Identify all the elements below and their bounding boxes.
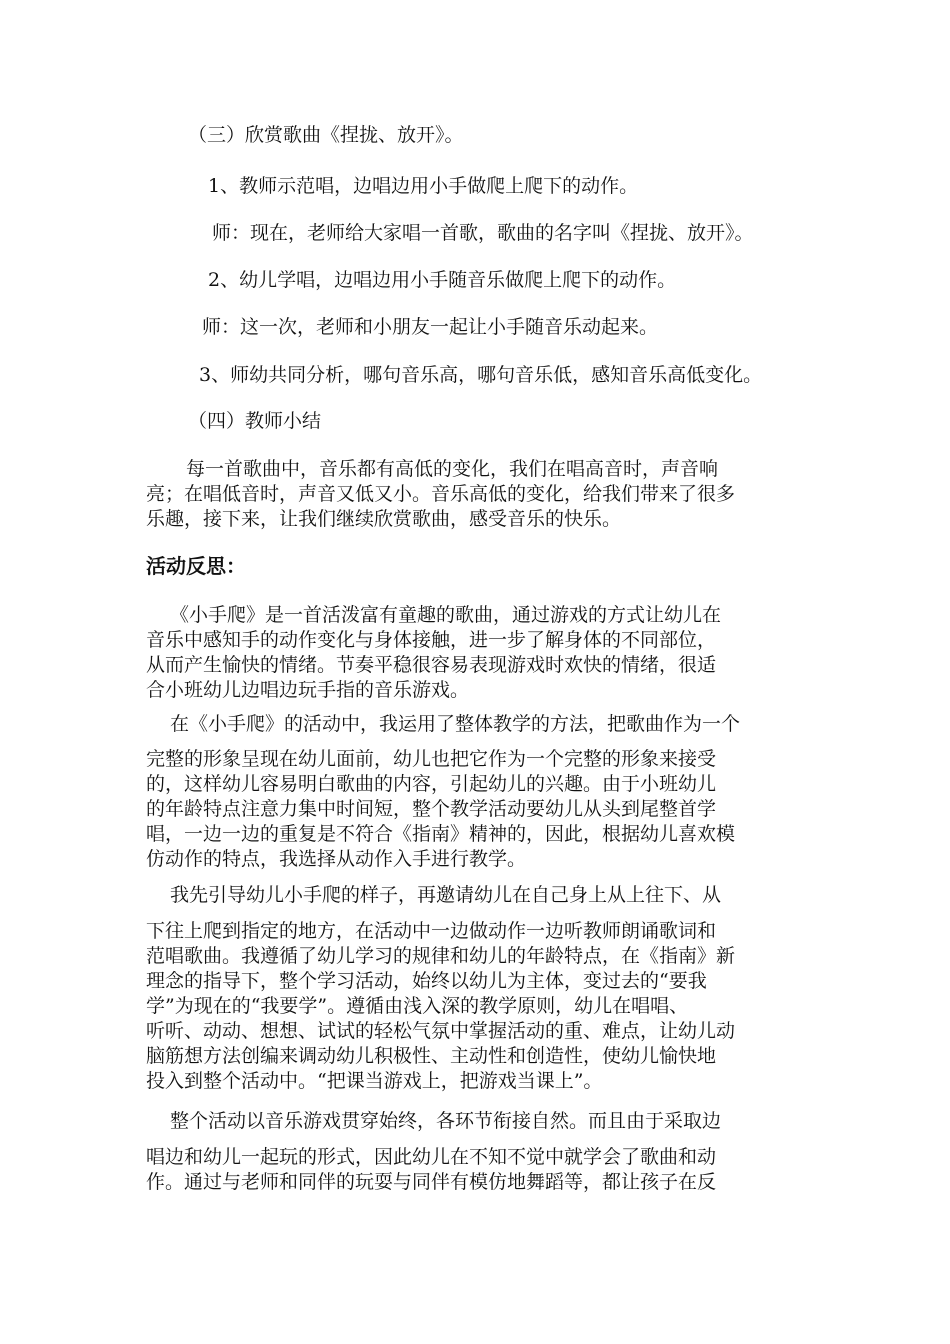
reflection-p4-line: 整个活动以音乐游戏贯穿始终，各环节衔接自然。而且由于采取边 bbox=[170, 1110, 722, 1132]
reflection-p4-line: 唱边和幼儿一起玩的形式，因此幼儿在不知不觉中就学会了歌曲和动 bbox=[146, 1146, 717, 1168]
reflection-p3-line: 听听、动动、想想、试试的轻松气氛中掌握活动的重、难点，让幼儿动 bbox=[146, 1020, 736, 1042]
reflection-p2-line: 的年龄特点注意力集中时间短，整个教学活动要幼儿从头到尾整首学 bbox=[146, 798, 717, 820]
reflection-p2-line: 完整的形象呈现在幼儿面前，幼儿也把它作为一个完整的形象来接受 bbox=[146, 748, 717, 770]
reflection-p3-line: 下往上爬到指定的地方，在活动中一边做动作一边听教师朗诵歌词和 bbox=[146, 920, 717, 942]
reflection-p3-line: 范唱歌曲。我遵循了幼儿学习的规律和幼儿的年龄特点，在《指南》新 bbox=[146, 945, 736, 967]
reflection-p1-line: 《小手爬》是一首活泼富有童趣的歌曲，通过游戏的方式让幼儿在 bbox=[170, 604, 722, 626]
step-2: 2、幼儿学唱，边唱边用小手随音乐做爬上爬下的动作。 bbox=[208, 269, 677, 291]
reflection-p1-line: 从而产生愉快的情绪。节奏平稳很容易表现游戏时欢快的情绪，很适 bbox=[146, 654, 717, 676]
summary-line: 乐趣，接下来，让我们继续欣赏歌曲，感受音乐的快乐。 bbox=[146, 508, 622, 530]
reflection-p3-line: 理念的指导下，整个学习活动，始终以幼儿为主体，变过去的“要我 bbox=[146, 970, 707, 992]
reflection-p1-line: 音乐中感知手的动作变化与身体接触，进一步了解身体的不同部位， bbox=[146, 629, 717, 651]
reflection-heading: 活动反思： bbox=[146, 554, 246, 578]
reflection-p2-line: 仿动作的特点，我选择从动作入手进行教学。 bbox=[146, 848, 527, 870]
step-1: 1、教师示范唱，边唱边用小手做爬上爬下的动作。 bbox=[208, 175, 639, 197]
reflection-p2-line: 的，这样幼儿容易明白歌曲的内容，引起幼儿的兴趣。由于小班幼儿 bbox=[146, 773, 717, 795]
step-3: 3、师幼共同分析，哪句音乐高，哪句音乐低，感知音乐高低变化。 bbox=[199, 364, 763, 386]
reflection-p3-line: 脑筋想方法创编来调动幼儿积极性、主动性和创造性，使幼儿愉快地 bbox=[146, 1045, 717, 1067]
teacher-line-1: 师：现在，老师给大家唱一首歌，歌曲的名字叫《捏拢、放开》。 bbox=[212, 222, 754, 244]
summary-line: 每一首歌曲中，音乐都有高低的变化，我们在唱高音时，声音响 bbox=[186, 458, 719, 480]
section-heading-3: （三）欣赏歌曲《捏拢、放开》。 bbox=[188, 124, 464, 146]
reflection-p3-line: 学”为现在的“我要学”。遵循由浅入深的教学原则，幼儿在唱唱、 bbox=[146, 995, 689, 1017]
reflection-p4-line: 作。通过与老师和同伴的玩耍与同伴有模仿地舞蹈等，都让孩子在反 bbox=[146, 1171, 717, 1193]
section-heading-4: （四）教师小结 bbox=[188, 410, 322, 432]
reflection-p2-line: 在《小手爬》的活动中，我运用了整体教学的方法，把歌曲作为一个 bbox=[170, 713, 741, 735]
teacher-line-2: 师：这一次，老师和小朋友一起让小手随音乐动起来。 bbox=[202, 316, 659, 338]
reflection-p3-line: 我先引导幼儿小手爬的样子，再邀请幼儿在自己身上从上往下、从 bbox=[170, 884, 722, 906]
summary-line: 亮；在唱低音时，声音又低又小。音乐高低的变化，给我们带来了很多 bbox=[146, 483, 736, 505]
reflection-p1-line: 合小班幼儿边唱边玩手指的音乐游戏。 bbox=[146, 679, 470, 701]
reflection-p3-line: 投入到整个活动中。“把课当游戏上，把游戏当课上”。 bbox=[146, 1070, 603, 1092]
reflection-p2-line: 唱，一边一边的重复是不符合《指南》精神的，因此，根据幼儿喜欢模 bbox=[146, 823, 736, 845]
